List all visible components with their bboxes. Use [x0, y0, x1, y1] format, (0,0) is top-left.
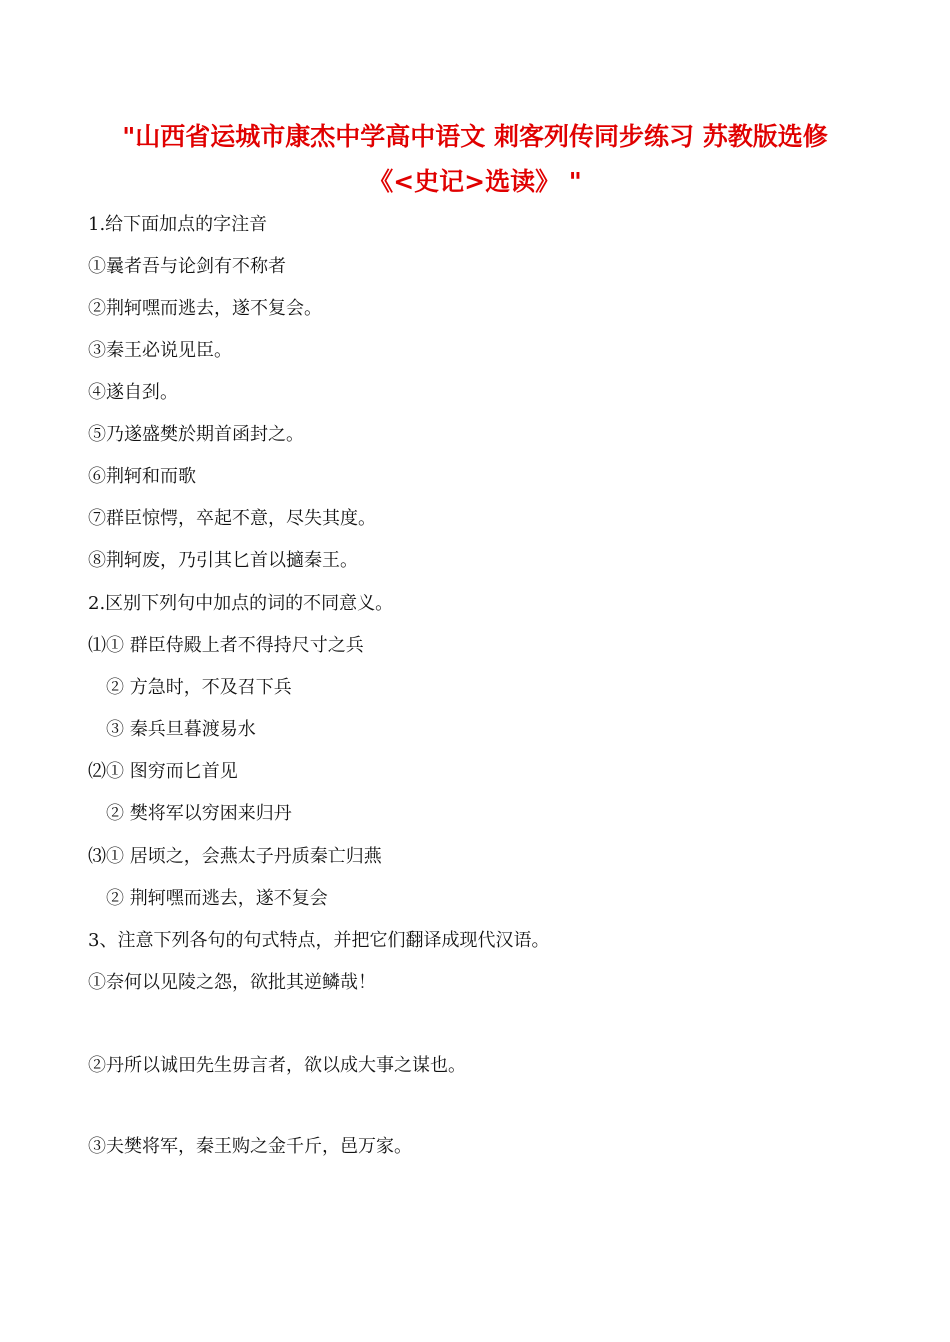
question-3-heading: 3、注意下列各句的句式特点，并把它们翻译成现代汉语。: [88, 930, 550, 951]
question-3-item-1: ①奈何以见陵之怨，欲批其逆鳞哉！: [88, 972, 376, 993]
question-1-item-3: ③秦王必说见臣。: [88, 340, 232, 361]
question-1-heading: 1.给下面加点的字注音: [88, 214, 268, 235]
document-title-line-1: "山西省运城市康杰中学高中语文 刺客列传同步练习 苏教版选修: [122, 122, 828, 151]
document-title-line-2: 《<史记>选读》 ": [368, 167, 582, 196]
question-2-group-1-item-2: ② 方急时，不及召下兵: [106, 677, 292, 698]
question-1-item-7: ⑦群臣惊愕，卒起不意，尽失其度。: [88, 508, 376, 529]
question-1-item-4: ④遂自刭。: [88, 382, 178, 403]
question-3-item-3: ③夫樊将军，秦王购之金千斤，邑万家。: [88, 1136, 412, 1157]
question-1-item-8: ⑧荆轲废，乃引其匕首以擿秦王。: [88, 550, 358, 571]
question-2-group-3-item-1: ⑶① 居顷之，会燕太子丹质秦亡归燕: [88, 846, 382, 867]
question-1-item-6: ⑥荆轲和而歌: [88, 466, 196, 487]
question-3-item-2: ②丹所以诚田先生毋言者，欲以成大事之谋也。: [88, 1055, 466, 1076]
question-2-group-2-item-1: ⑵① 图穷而匕首见: [88, 761, 238, 782]
question-2-group-2-item-2: ② 樊将军以穷困来归丹: [106, 803, 292, 824]
question-1-item-1: ①曩者吾与论剑有不称者: [88, 256, 286, 277]
question-2-group-3-item-2: ② 荆轲嘿而逃去，遂不复会: [106, 888, 328, 909]
question-1-item-5: ⑤乃遂盛樊於期首函封之。: [88, 424, 304, 445]
question-1-item-2: ②荆轲嘿而逃去，遂不复会。: [88, 298, 322, 319]
question-2-group-1-item-3: ③ 秦兵旦暮渡易水: [106, 719, 256, 740]
question-2-heading: 2.区别下列句中加点的词的不同意义。: [88, 593, 394, 614]
question-2-group-1-item-1: ⑴① 群臣侍殿上者不得持尺寸之兵: [88, 635, 364, 656]
